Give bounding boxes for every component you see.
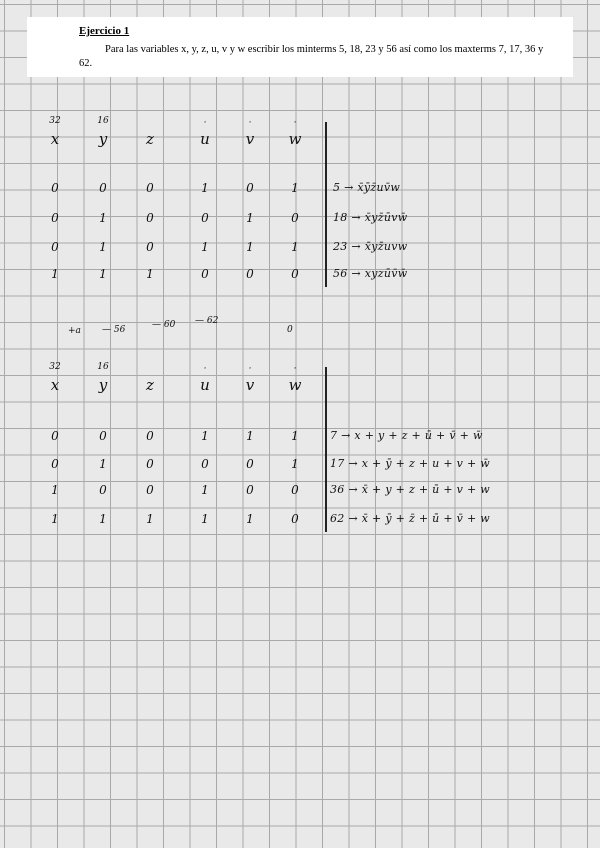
column-dot: · xyxy=(293,364,297,374)
bit-cell: 1 xyxy=(246,512,254,526)
bit-cell: 0 xyxy=(99,429,107,443)
column-header-v: v xyxy=(245,376,255,394)
bit-cell: 1 xyxy=(201,240,209,254)
column-weight: 32 xyxy=(49,362,61,372)
column-weight: 16 xyxy=(97,116,109,126)
column-dot: · xyxy=(203,118,207,128)
bit-cell: 1 xyxy=(201,429,209,443)
bit-cell: 0 xyxy=(99,483,107,497)
bit-cell: 0 xyxy=(51,457,59,471)
bit-cell: 1 xyxy=(291,429,299,443)
column-header-v: v xyxy=(245,130,255,148)
column-dot: · xyxy=(248,364,252,374)
scratch-note: — 56 xyxy=(102,325,126,335)
table-divider xyxy=(325,122,327,287)
column-header-x: x xyxy=(50,130,60,148)
bit-cell: 1 xyxy=(246,429,254,443)
bit-cell: 1 xyxy=(51,512,59,526)
exercise-title: Ejercicio 1 xyxy=(79,25,130,37)
term-expression: 17 → x + ȳ + z + u + v + w̄ xyxy=(330,457,490,470)
scratch-note: — 60 xyxy=(152,320,176,330)
bit-cell: 0 xyxy=(201,211,209,225)
scratch-note: +a xyxy=(68,326,81,336)
bit-cell: 0 xyxy=(146,429,154,443)
bit-cell: 0 xyxy=(51,429,59,443)
column-weight: 16 xyxy=(97,362,109,372)
term-expression: 36 → x̄ + y + z + ū + v + w xyxy=(330,483,490,496)
bit-cell: 0 xyxy=(246,457,254,471)
table-divider xyxy=(325,367,327,532)
bit-cell: 1 xyxy=(146,267,154,281)
bit-cell: 1 xyxy=(99,267,107,281)
bit-cell: 0 xyxy=(246,181,254,195)
term-expression: 7 → x + y + z + ū + v̄ + w̄ xyxy=(330,429,483,442)
bit-cell: 0 xyxy=(291,512,299,526)
bit-cell: 0 xyxy=(291,211,299,225)
bit-cell: 1 xyxy=(99,512,107,526)
bit-cell: 0 xyxy=(146,240,154,254)
bit-cell: 0 xyxy=(146,483,154,497)
term-expression: 5 → x̄ȳz̄uv̄w xyxy=(333,181,401,194)
column-header-z: z xyxy=(146,376,154,394)
column-dot: · xyxy=(203,364,207,374)
column-header-w: w xyxy=(288,130,302,148)
bit-cell: 1 xyxy=(146,512,154,526)
term-expression: 62 → x̄ + ȳ + z̄ + ū + v̄ + w xyxy=(330,512,490,525)
column-header-u: u xyxy=(200,130,210,148)
exercise-header xyxy=(27,17,573,77)
term-expression: 23 → x̄yz̄uvw xyxy=(333,240,408,253)
bit-cell: 0 xyxy=(146,211,154,225)
scratch-note: — 62 xyxy=(195,316,219,326)
bit-cell: 0 xyxy=(99,181,107,195)
bit-cell: 1 xyxy=(99,240,107,254)
bit-cell: 1 xyxy=(291,457,299,471)
column-header-u: u xyxy=(200,376,210,394)
bit-cell: 1 xyxy=(201,181,209,195)
column-header-y: y xyxy=(98,130,108,148)
bit-cell: 1 xyxy=(51,267,59,281)
bit-cell: 1 xyxy=(201,483,209,497)
exercise-statement: Para las variables x, y, z, u, v y w escribir los minterms 5, 18, 23 y 56 así como los maxterms 7, 17, 36 y 62. xyxy=(79,44,544,69)
bit-cell: 1 xyxy=(246,240,254,254)
bit-cell: 1 xyxy=(291,181,299,195)
bit-cell: 0 xyxy=(291,267,299,281)
bit-cell: 0 xyxy=(146,457,154,471)
column-dot: · xyxy=(293,118,297,128)
bit-cell: 0 xyxy=(51,181,59,195)
column-header-x: x xyxy=(50,376,60,394)
column-dot: · xyxy=(248,118,252,128)
bit-cell: 0 xyxy=(246,483,254,497)
bit-cell: 0 xyxy=(291,483,299,497)
bit-cell: 1 xyxy=(99,457,107,471)
column-header-w: w xyxy=(288,376,302,394)
scratch-note: 0 xyxy=(287,325,293,335)
bit-cell: 1 xyxy=(291,240,299,254)
bit-cell: 1 xyxy=(246,211,254,225)
bit-cell: 0 xyxy=(201,267,209,281)
bit-cell: 1 xyxy=(99,211,107,225)
column-header-y: y xyxy=(98,376,108,394)
column-header-z: z xyxy=(146,130,154,148)
column-weight: 32 xyxy=(49,116,61,126)
bit-cell: 1 xyxy=(201,512,209,526)
term-expression: 18 → x̄yz̄ūvw̄ xyxy=(333,211,408,224)
bit-cell: 0 xyxy=(146,181,154,195)
bit-cell: 0 xyxy=(201,457,209,471)
term-expression: 56 → xyzūv̄w̄ xyxy=(333,267,408,280)
bit-cell: 0 xyxy=(246,267,254,281)
bit-cell: 0 xyxy=(51,211,59,225)
bit-cell: 1 xyxy=(51,483,59,497)
bit-cell: 0 xyxy=(51,240,59,254)
